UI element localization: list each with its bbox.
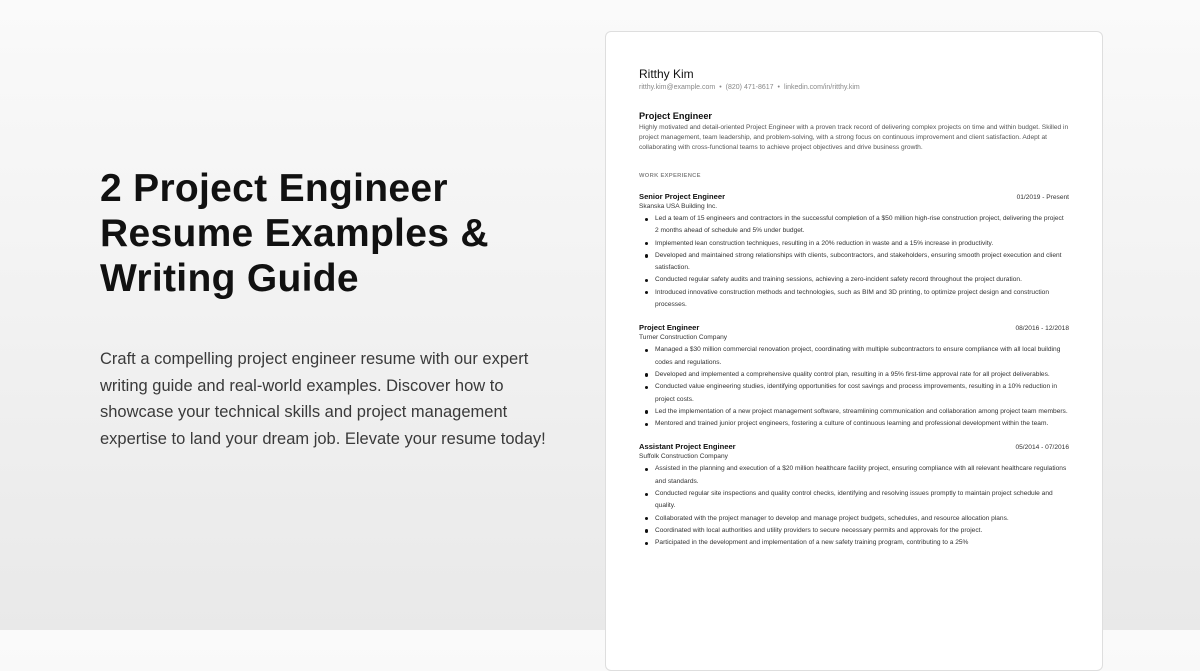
job-bullet: Assisted in the planning and execution of a $20 million healthcare facility project, ensuring compliance with all relevant healthcare regulations and standards. [655, 463, 1069, 488]
job-role: Senior Project Engineer [639, 192, 726, 201]
job-header [639, 442, 1069, 451]
job-header [639, 323, 1069, 332]
job-bullet: Conducted regular safety audits and training sessions, achieving a zero-incident safety record throughout the project duration. [655, 274, 1069, 286]
resume-phone: (820) 471-8617 [725, 84, 774, 91]
page-title-line: Writing Guide [100, 257, 359, 300]
resume-job-title: Project Engineer [639, 111, 713, 121]
job-dates: 05/2014 - 07/2016 [1015, 444, 1069, 452]
job-company: Suffolk Construction Company [639, 453, 728, 461]
job-role: Assistant Project Engineer [639, 442, 736, 452]
page-title-line: Resume Examples & [100, 212, 489, 255]
page-subtitle: Craft a compelling project engineer resume with our expert writing guide and real-world examples. Discover how to showcase your technical skills and project management expertise to land your dream job. Elevate your resume today! [100, 350, 546, 448]
job-dates: 01/2019 - Present [1016, 194, 1069, 201]
page-title [100, 166, 570, 301]
section-heading-work-experience: WORK EXPERIENCE [639, 173, 701, 179]
job-bullet: Managed a $30 million commercial renovation project, coordinating with multiple subcontractors to ensure compliance with all local building codes and regulations. [655, 344, 1069, 369]
job-bullet: Collaborated with the project manager to develop and manage project budgets, schedules, and resource allocation plans. [655, 513, 1069, 525]
job-bullet: Coordinated with local authorities and utility providers to secure necessary permits and approvals for the project. [655, 525, 1069, 537]
job-bullet: Led a team of 15 engineers and contractors in the successful completion of a $50 million high-rise construction project, delivering the project 2 months ahead of schedule and 5% under budget. [655, 213, 1069, 238]
job-bullet: Mentored and trained junior project engineers, fostering a culture of continuous learning and professional development within the team. [655, 418, 1069, 430]
resume-email: ritthy.kim@example.com [639, 84, 716, 91]
job-bullet: Conducted value engineering studies, identifying opportunities for cost savings and process improvements, resulting in a 10% reduction in project costs. [655, 381, 1069, 406]
hero-section [100, 166, 570, 452]
resume-linkedin: linkedin.com/in/ritthy.kim [784, 84, 860, 91]
job-entry [639, 442, 1069, 549]
work-experience-list [639, 192, 1069, 550]
contact-separator: • [719, 84, 722, 91]
resume-name: Ritthy Kim [639, 67, 694, 81]
job-header [639, 192, 1069, 201]
job-entry [639, 192, 1069, 311]
resume-summary: Highly motivated and detail-oriented Project Engineer with a proven track record of delivering complex projects on time and within budget. Skilled in project management, team leadership, and problem-solving, with a strong focus on continuous improvement and client satisfaction. Adept at collaborating with cross-functional teams to achieve project objectives and drive business growth. [639, 124, 1069, 151]
job-bullet: Participated in the development and implementation of a new safety training program, contributing to a 25% [655, 537, 1069, 549]
resume-contact-line [639, 83, 1069, 92]
job-bullets [639, 463, 1069, 549]
job-dates: 08/2016 - 12/2018 [1015, 325, 1069, 333]
page-title-line: 2 Project Engineer [100, 167, 448, 210]
job-entry [639, 323, 1069, 430]
job-company: Turner Construction Company [639, 334, 728, 342]
job-company: Skanska USA Building Inc. [639, 203, 718, 210]
job-bullet: Developed and maintained strong relationships with clients, subcontractors, and stakeholders, ensuring smooth project execution and client satisfaction. [655, 250, 1069, 275]
job-bullet: Implemented lean construction techniques, resulting in a 20% reduction in waste and a 15% increase in productivity. [655, 238, 1069, 250]
resume-preview-card [605, 31, 1103, 671]
job-bullet: Conducted regular site inspections and quality control checks, identifying and resolving issues promptly to maintain project schedule and quality. [655, 488, 1069, 513]
job-bullets [639, 213, 1069, 311]
job-bullet: Developed and implemented a comprehensive quality control plan, resulting in a 95% first-time approval rate for all project deliverables. [655, 369, 1069, 381]
contact-separator: • [777, 84, 780, 91]
job-bullets [639, 344, 1069, 430]
job-role: Project Engineer [639, 323, 700, 333]
job-bullet: Led the implementation of a new project management software, streamlining communication and collaboration among project team members. [655, 406, 1069, 418]
job-bullet: Introduced innovative construction methods and technologies, such as BIM and 3D printing, to optimize project design and construction processes. [655, 287, 1069, 312]
